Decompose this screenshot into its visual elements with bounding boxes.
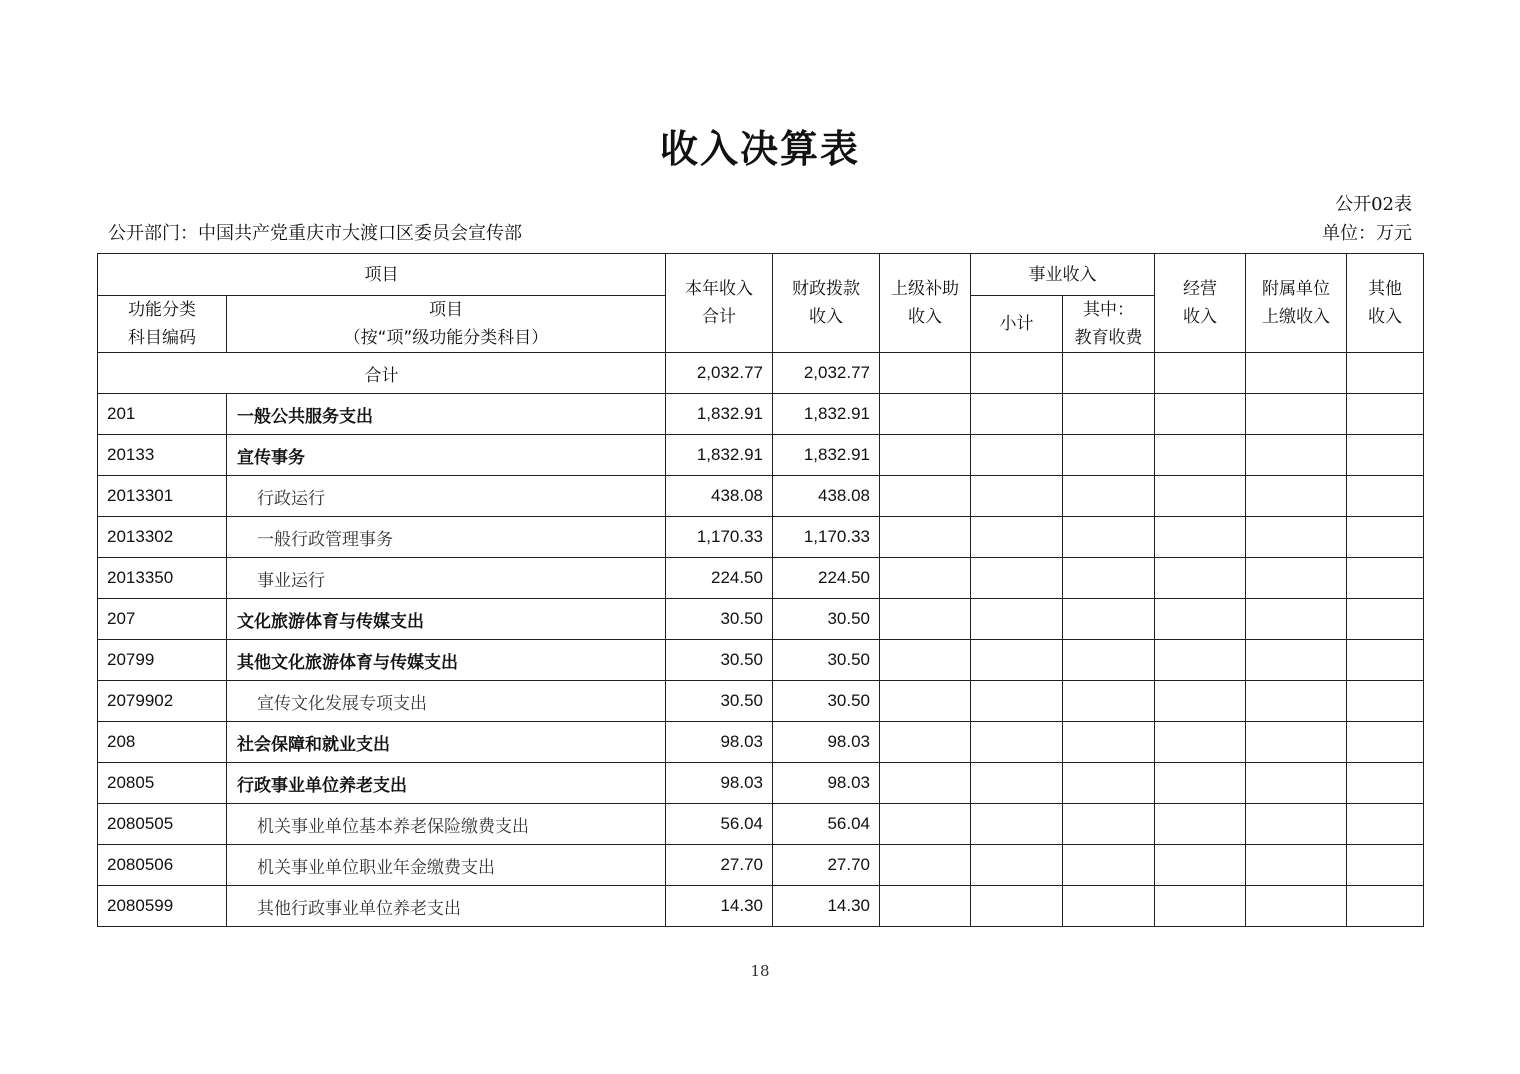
name-cell: 其他文化旅游体育与传媒支出 bbox=[227, 640, 666, 681]
name-cell: 一般行政管理事务 bbox=[227, 517, 666, 558]
empty-cell bbox=[1347, 435, 1424, 476]
empty-cell bbox=[1155, 763, 1246, 804]
name-cell: 事业运行 bbox=[227, 558, 666, 599]
code-cell: 2080505 bbox=[98, 804, 227, 845]
header-item: 项目 bbox=[98, 254, 666, 296]
fiscal-cell: 30.50 bbox=[773, 640, 880, 681]
department-label: 公开部门：中国共产党重庆市大渡口区委员会宣传部 bbox=[108, 223, 522, 244]
name-cell: 宣传文化发展专项支出 bbox=[227, 681, 666, 722]
empty-cell bbox=[1347, 517, 1424, 558]
empty-cell bbox=[1246, 599, 1347, 640]
code-cell: 20805 bbox=[98, 763, 227, 804]
empty-cell bbox=[880, 435, 971, 476]
empty-cell bbox=[1347, 681, 1424, 722]
page-number: 18 bbox=[750, 962, 770, 980]
income-total-cell: 30.50 bbox=[666, 640, 773, 681]
empty-cell bbox=[971, 517, 1063, 558]
table-row bbox=[98, 517, 1424, 558]
code-cell: 208 bbox=[98, 722, 227, 763]
unit-label: 单位：万元 bbox=[1322, 223, 1412, 244]
code-cell: 2013301 bbox=[98, 476, 227, 517]
empty-cell bbox=[1155, 394, 1246, 435]
table-row bbox=[98, 845, 1424, 886]
empty-cell bbox=[1347, 886, 1424, 927]
code-cell: 20799 bbox=[98, 640, 227, 681]
empty-cell bbox=[1347, 476, 1424, 517]
empty-cell bbox=[1063, 558, 1155, 599]
header-superior: 上级补助 收入 bbox=[880, 254, 971, 353]
code-cell: 2080599 bbox=[98, 886, 227, 927]
fiscal-cell: 438.08 bbox=[773, 476, 880, 517]
empty-cell bbox=[880, 558, 971, 599]
empty-cell bbox=[971, 394, 1063, 435]
empty-cell bbox=[880, 394, 971, 435]
name-cell: 其他行政事业单位养老支出 bbox=[227, 886, 666, 927]
code-cell: 207 bbox=[98, 599, 227, 640]
fiscal-cell: 98.03 bbox=[773, 722, 880, 763]
header-fiscal: 财政拨款 收入 bbox=[773, 254, 880, 353]
empty-cell bbox=[880, 599, 971, 640]
table-row bbox=[98, 394, 1424, 435]
income-table bbox=[97, 253, 1424, 927]
fiscal-cell: 1,832.91 bbox=[773, 394, 880, 435]
page-title: 收入决算表 bbox=[659, 127, 860, 171]
fiscal-cell: 30.50 bbox=[773, 599, 880, 640]
header-affiliate: 附属单位 上缴收入 bbox=[1246, 254, 1347, 353]
income-total-cell: 27.70 bbox=[666, 845, 773, 886]
empty-cell bbox=[971, 640, 1063, 681]
table-row bbox=[98, 476, 1424, 517]
empty-cell bbox=[971, 435, 1063, 476]
table-row bbox=[98, 435, 1424, 476]
income-total-cell: 1,170.33 bbox=[666, 517, 773, 558]
table-number: 公开02表 bbox=[1335, 194, 1412, 215]
table-row bbox=[98, 886, 1424, 927]
empty-cell bbox=[880, 681, 971, 722]
empty-cell bbox=[1246, 353, 1347, 394]
empty-cell bbox=[1155, 886, 1246, 927]
empty-cell bbox=[1063, 435, 1155, 476]
empty-cell bbox=[1246, 435, 1347, 476]
income-total-cell: 224.50 bbox=[666, 558, 773, 599]
empty-cell bbox=[1063, 517, 1155, 558]
name-cell: 机关事业单位基本养老保险缴费支出 bbox=[227, 804, 666, 845]
empty-cell bbox=[880, 722, 971, 763]
empty-cell bbox=[1063, 394, 1155, 435]
income-total-cell: 1,832.91 bbox=[666, 394, 773, 435]
empty-cell bbox=[1063, 681, 1155, 722]
empty-cell bbox=[1155, 435, 1246, 476]
total-fiscal: 2,032.77 bbox=[773, 353, 880, 394]
empty-cell bbox=[1246, 476, 1347, 517]
empty-cell bbox=[1246, 558, 1347, 599]
table-row bbox=[98, 804, 1424, 845]
header-operating: 经营 收入 bbox=[1155, 254, 1246, 353]
fiscal-cell: 30.50 bbox=[773, 681, 880, 722]
empty-cell bbox=[1347, 640, 1424, 681]
empty-cell bbox=[1246, 763, 1347, 804]
empty-cell bbox=[1246, 845, 1347, 886]
empty-cell bbox=[1347, 845, 1424, 886]
empty-cell bbox=[1155, 353, 1246, 394]
empty-cell bbox=[1063, 353, 1155, 394]
income-total-cell: 98.03 bbox=[666, 722, 773, 763]
empty-cell bbox=[1063, 845, 1155, 886]
empty-cell bbox=[1155, 722, 1246, 763]
empty-cell bbox=[1063, 763, 1155, 804]
empty-cell bbox=[971, 804, 1063, 845]
header-subtotal: 小计 bbox=[971, 296, 1063, 353]
income-total-cell: 98.03 bbox=[666, 763, 773, 804]
header-total: 本年收入 合计 bbox=[666, 254, 773, 353]
header-code: 功能分类 科目编码 bbox=[98, 296, 227, 353]
name-cell: 社会保障和就业支出 bbox=[227, 722, 666, 763]
total-label: 合计 bbox=[98, 353, 666, 394]
income-total-cell: 56.04 bbox=[666, 804, 773, 845]
empty-cell bbox=[1063, 804, 1155, 845]
empty-cell bbox=[1155, 681, 1246, 722]
empty-cell bbox=[971, 353, 1063, 394]
name-cell: 行政事业单位养老支出 bbox=[227, 763, 666, 804]
empty-cell bbox=[880, 353, 971, 394]
empty-cell bbox=[880, 640, 971, 681]
empty-cell bbox=[1155, 640, 1246, 681]
table-row bbox=[98, 681, 1424, 722]
fiscal-cell: 1,170.33 bbox=[773, 517, 880, 558]
empty-cell bbox=[971, 886, 1063, 927]
fiscal-cell: 56.04 bbox=[773, 804, 880, 845]
name-cell: 一般公共服务支出 bbox=[227, 394, 666, 435]
header-education: 其中： 教育收费 bbox=[1063, 296, 1155, 353]
fiscal-cell: 224.50 bbox=[773, 558, 880, 599]
empty-cell bbox=[1063, 476, 1155, 517]
empty-cell bbox=[1063, 722, 1155, 763]
empty-cell bbox=[971, 763, 1063, 804]
income-total-cell: 14.30 bbox=[666, 886, 773, 927]
empty-cell bbox=[1063, 640, 1155, 681]
empty-cell bbox=[1155, 845, 1246, 886]
header-business: 事业收入 bbox=[971, 254, 1155, 296]
empty-cell bbox=[1347, 558, 1424, 599]
empty-cell bbox=[1155, 599, 1246, 640]
table-row bbox=[98, 763, 1424, 804]
code-cell: 2079902 bbox=[98, 681, 227, 722]
table-row bbox=[98, 558, 1424, 599]
empty-cell bbox=[880, 517, 971, 558]
empty-cell bbox=[1246, 681, 1347, 722]
total-income: 2,032.77 bbox=[666, 353, 773, 394]
total-row bbox=[98, 353, 1424, 394]
empty-cell bbox=[971, 599, 1063, 640]
fiscal-cell: 98.03 bbox=[773, 763, 880, 804]
empty-cell bbox=[880, 845, 971, 886]
empty-cell bbox=[1063, 886, 1155, 927]
code-cell: 20133 bbox=[98, 435, 227, 476]
empty-cell bbox=[1155, 804, 1246, 845]
income-total-cell: 1,832.91 bbox=[666, 435, 773, 476]
empty-cell bbox=[1155, 558, 1246, 599]
income-total-cell: 30.50 bbox=[666, 599, 773, 640]
empty-cell bbox=[1063, 599, 1155, 640]
empty-cell bbox=[1155, 476, 1246, 517]
fiscal-cell: 27.70 bbox=[773, 845, 880, 886]
empty-cell bbox=[971, 476, 1063, 517]
fiscal-cell: 14.30 bbox=[773, 886, 880, 927]
code-cell: 2013350 bbox=[98, 558, 227, 599]
empty-cell bbox=[1347, 599, 1424, 640]
income-total-cell: 30.50 bbox=[666, 681, 773, 722]
empty-cell bbox=[1347, 353, 1424, 394]
empty-cell bbox=[1246, 517, 1347, 558]
empty-cell bbox=[1347, 763, 1424, 804]
empty-cell bbox=[1246, 804, 1347, 845]
code-cell: 2013302 bbox=[98, 517, 227, 558]
empty-cell bbox=[880, 804, 971, 845]
empty-cell bbox=[880, 886, 971, 927]
name-cell: 机关事业单位职业年金缴费支出 bbox=[227, 845, 666, 886]
code-cell: 2080506 bbox=[98, 845, 227, 886]
name-cell: 宣传事务 bbox=[227, 435, 666, 476]
header-name: 项目 （按“项”级功能分类科目） bbox=[227, 296, 666, 353]
empty-cell bbox=[971, 722, 1063, 763]
empty-cell bbox=[880, 763, 971, 804]
empty-cell bbox=[971, 558, 1063, 599]
name-cell: 行政运行 bbox=[227, 476, 666, 517]
income-total-cell: 438.08 bbox=[666, 476, 773, 517]
table-row bbox=[98, 722, 1424, 763]
empty-cell bbox=[1347, 804, 1424, 845]
empty-cell bbox=[971, 845, 1063, 886]
header-other: 其他 收入 bbox=[1347, 254, 1424, 353]
empty-cell bbox=[1347, 722, 1424, 763]
empty-cell bbox=[1347, 394, 1424, 435]
code-cell: 201 bbox=[98, 394, 227, 435]
table-row bbox=[98, 640, 1424, 681]
name-cell: 文化旅游体育与传媒支出 bbox=[227, 599, 666, 640]
table-row bbox=[98, 599, 1424, 640]
fiscal-cell: 1,832.91 bbox=[773, 435, 880, 476]
empty-cell bbox=[1246, 640, 1347, 681]
empty-cell bbox=[1155, 517, 1246, 558]
empty-cell bbox=[971, 681, 1063, 722]
empty-cell bbox=[1246, 886, 1347, 927]
empty-cell bbox=[880, 476, 971, 517]
empty-cell bbox=[1246, 722, 1347, 763]
empty-cell bbox=[1246, 394, 1347, 435]
